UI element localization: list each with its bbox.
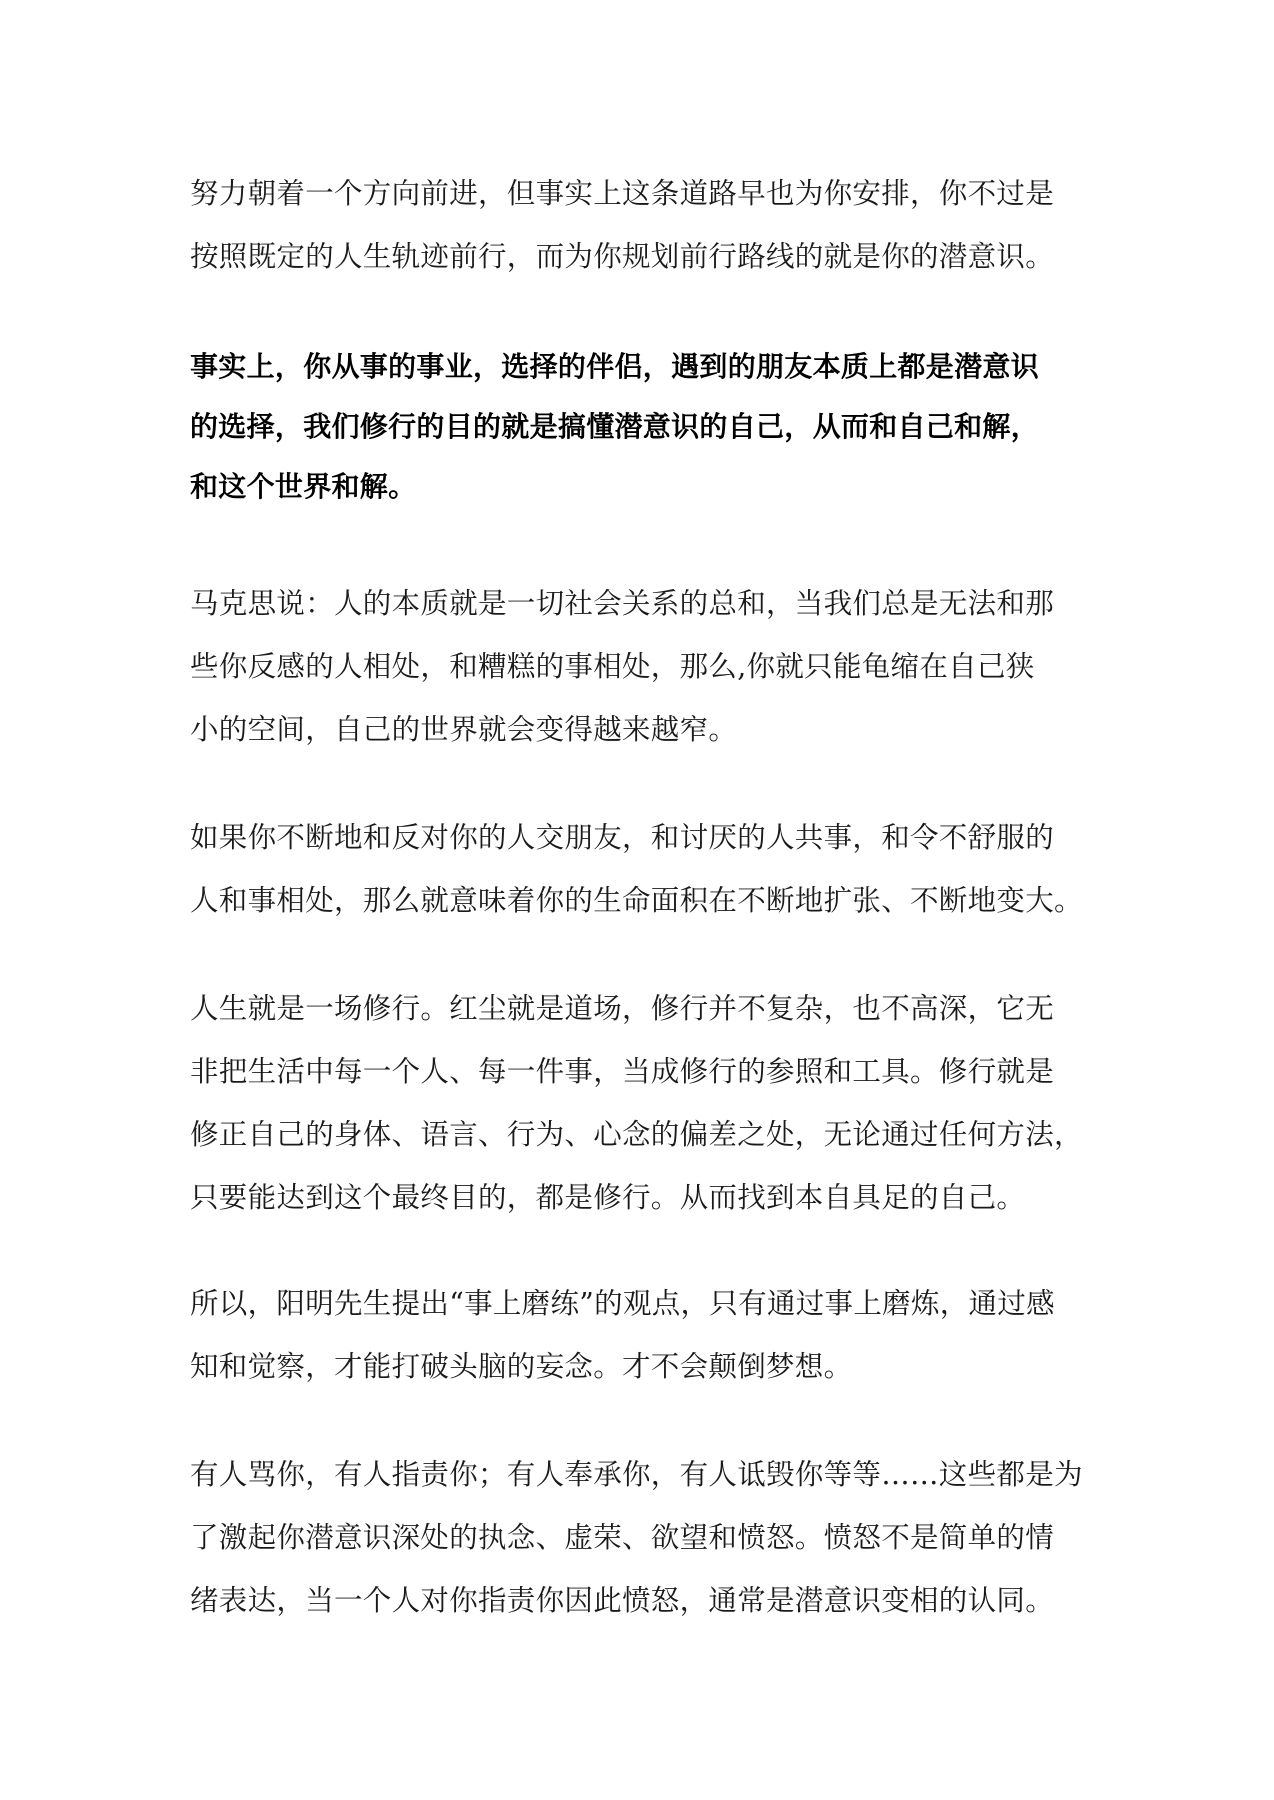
text-line: 所以，阳明先生提出“事上磨练”的观点，只有通过事上磨炼，通过感 bbox=[190, 1287, 1055, 1320]
text-line: 非把生活中每一个人、每一件事，当成修行的参照和工具。修行就是 bbox=[190, 1055, 1055, 1088]
text-line: 了激起你潜意识深处的执念、虚荣、欲望和愤怒。愤怒不是简单的情 bbox=[190, 1521, 1055, 1554]
text-line: 些你反感的人相处，和糟糕的事相处，那么,你就只能龟缩在自己狭 bbox=[190, 650, 1035, 683]
text-line: 知和觉察，才能打破头脑的妄念。才不会颠倒梦想。 bbox=[190, 1350, 853, 1383]
paragraph-7 bbox=[190, 1443, 1090, 1632]
text-line: 修正自己的身体、语言、行为、心念的偏差之处，无论通过任何方法， bbox=[190, 1118, 1083, 1151]
text-line: 小的空间，自己的世界就会变得越来越窄。 bbox=[190, 713, 738, 746]
text-line: 马克思说：人的本质就是一切社会关系的总和，当我们总是无法和那 bbox=[190, 587, 1055, 620]
text-line: 人和事相处，那么就意味着你的生命面积在不断地扩张、不断地变大。 bbox=[190, 884, 1083, 917]
text-line: 的选择，我们修行的目的就是搞懂潜意识的自己，从而和自己和解， bbox=[190, 410, 1040, 443]
text-line: 按照既定的人生轨迹前行，而为你规划前行路线的就是你的潜意识。 bbox=[190, 240, 1055, 273]
paragraph-6 bbox=[190, 1272, 1090, 1398]
text-line: 和这个世界和解。 bbox=[190, 470, 417, 503]
text-line: 人生就是一场修行。红尘就是道场，修行并不复杂，也不高深，它无 bbox=[190, 992, 1055, 1025]
paragraph-1 bbox=[190, 162, 1090, 288]
text-line: 努力朝着一个方向前进，但事实上这条道路早也为你安排，你不过是 bbox=[190, 177, 1055, 210]
text-line: 绪表达，当一个人对你指责你因此愤怒，通常是潜意识变相的认同。 bbox=[190, 1584, 1055, 1617]
text-line: 事实上，你从事的事业，选择的伴侣，遇到的朋友本质上都是潜意识 bbox=[190, 350, 1040, 383]
paragraph-3 bbox=[190, 572, 1090, 761]
text-line: 只要能达到这个最终目的，都是修行。从而找到本自具足的自己。 bbox=[190, 1181, 1026, 1214]
text-line: 有人骂你，有人指责你；有人奉承你，有人诋毁你等等……这些都是为 bbox=[190, 1458, 1083, 1491]
paragraph-5 bbox=[190, 977, 1090, 1229]
paragraph-4 bbox=[190, 806, 1090, 932]
paragraph-2-bold bbox=[190, 337, 1090, 517]
text-line: 如果你不断地和反对你的人交朋友，和讨厌的人共事，和令不舒服的 bbox=[190, 821, 1055, 854]
